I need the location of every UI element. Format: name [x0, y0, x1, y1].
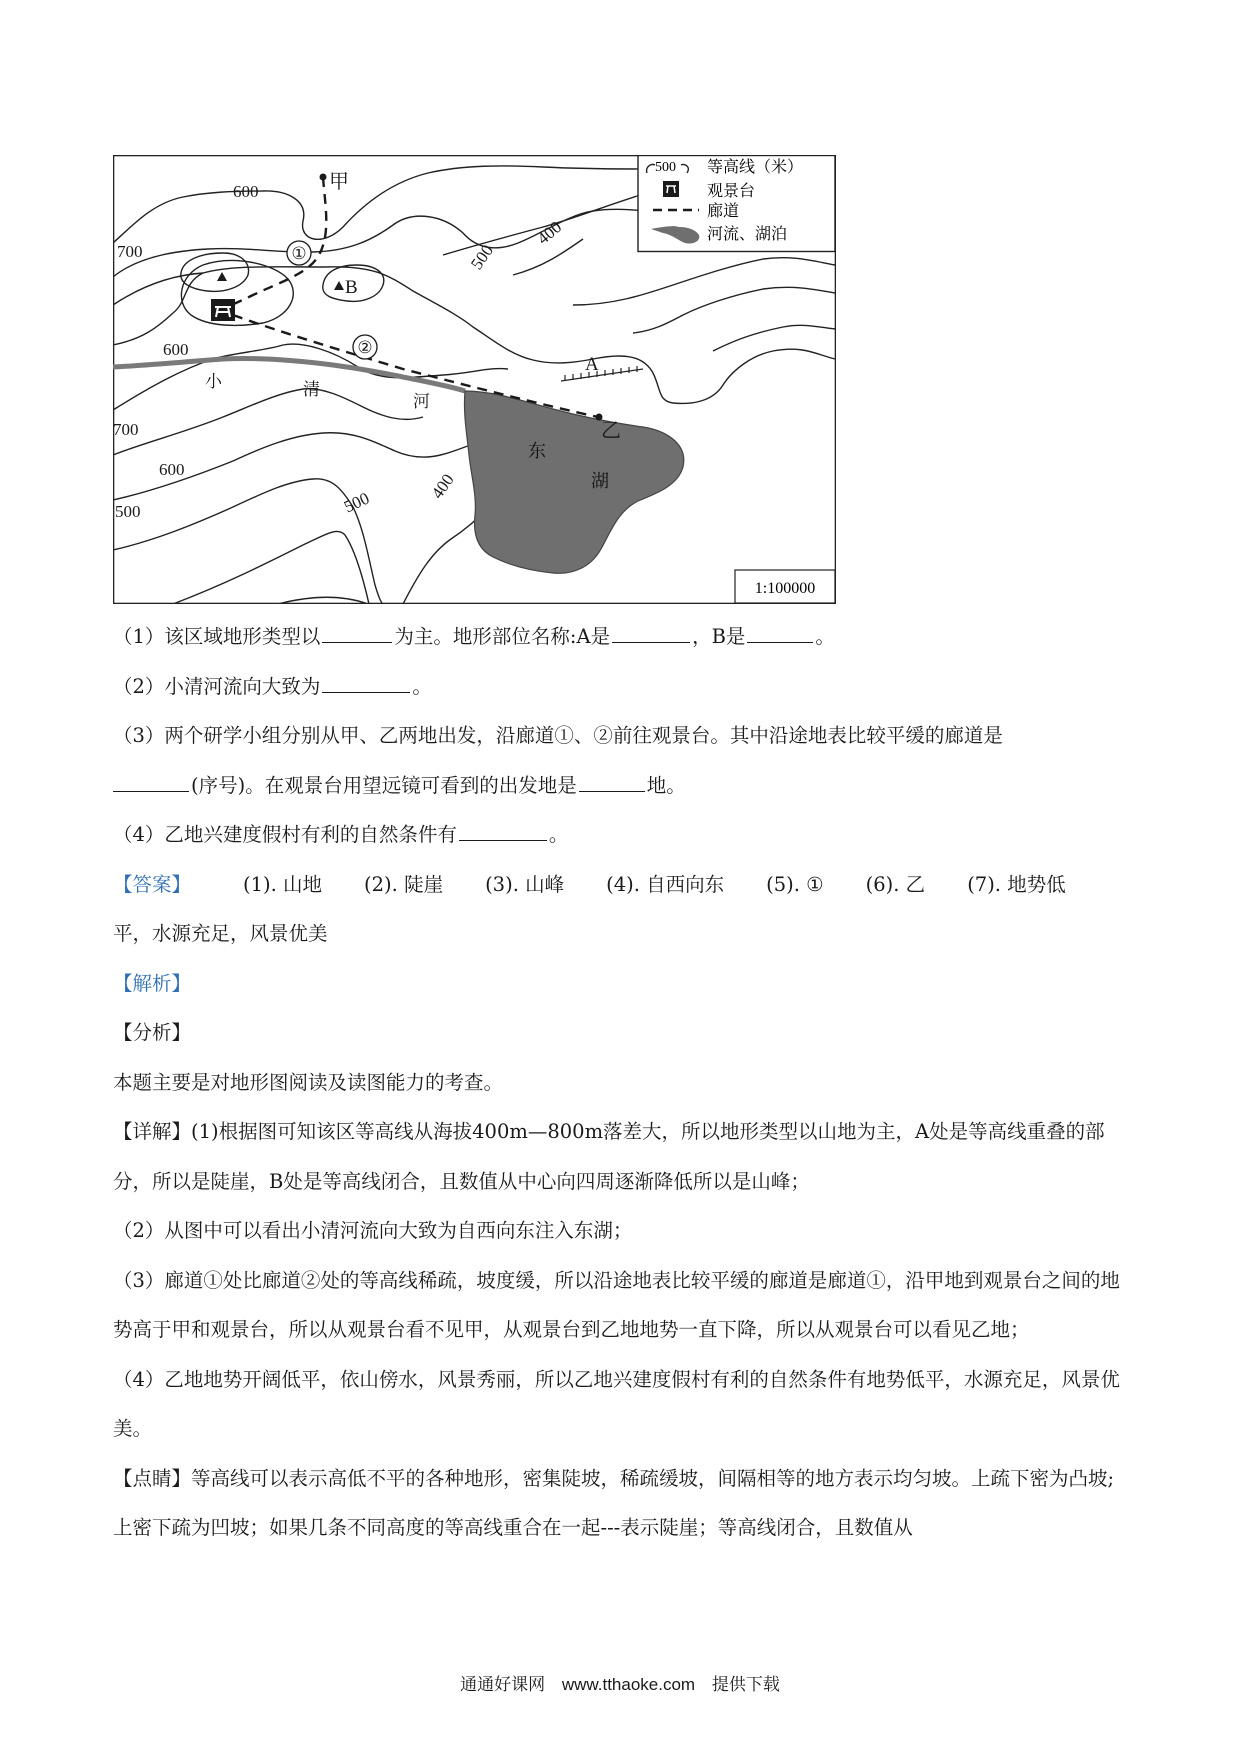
answer-tag: 【答案】: [113, 872, 192, 896]
question-4: [113, 810, 1133, 860]
q2-text-a: （2）小清河流向大致为: [113, 674, 321, 698]
label-b: B: [345, 277, 358, 298]
lake-char: 东: [528, 441, 546, 461]
q1-blank-3: [747, 622, 813, 643]
label-jia: 甲: [329, 171, 349, 193]
answer-item: (3). 山峰: [485, 872, 565, 896]
answer-item: (5). ①: [766, 872, 824, 896]
contour-map: [113, 155, 836, 604]
contour-label: 600: [163, 340, 189, 359]
detail-tag: 【详解】: [113, 1120, 192, 1143]
q3-text-c: 地。: [646, 773, 686, 797]
contour-label: 500: [115, 502, 141, 521]
footer-site: 通通好课网: [460, 1675, 546, 1694]
q1-text-c: ，B是: [692, 625, 746, 648]
answer-item: (4). 自西向东: [606, 872, 725, 896]
q1-blank-1: [322, 622, 392, 643]
fenxi-tag: 【分析】: [113, 1021, 192, 1044]
label-route2: ②: [357, 338, 373, 357]
point-jia: [320, 174, 327, 181]
question-content: [113, 612, 1133, 1553]
point-note: [113, 1454, 1133, 1553]
detail-4: （4）乙地地势开阔低平，依山傍水，风景秀丽，所以乙地兴建度假村有利的自然条件有地势低平，水源充足，风景优美。: [113, 1367, 1120, 1440]
question-2: [113, 662, 1133, 712]
contour-label: 400: [427, 470, 458, 503]
answer-continued: 平，水源充足，风景优美: [113, 922, 328, 945]
footer-url[interactable]: www.tthaoke.com: [561, 1675, 696, 1694]
legend-river-lake: 河流、湖泊: [707, 224, 788, 243]
analysis-intro: 本题主要是对地形图阅读及读图能力的考查。: [113, 1070, 504, 1094]
q4-text-a: （4）乙地兴建度假村有利的自然条件有: [113, 823, 457, 846]
answer-item: (2). 陡崖: [364, 872, 444, 896]
contour-label: 600: [159, 460, 185, 479]
q3-text-a: （3）两个研学小组分别从甲、乙两地出发，沿廊道①、②前往观景台。其中沿途地表比较平缓的廊道是: [113, 724, 1003, 747]
detail-3: （3）廊道①处比廊道②处的等高线稀疏，坡度缓，所以沿途地表比较平缓的廊道是廊道①，沿甲地到观景台之间的地势高于甲和观景台，所以从观景台看不见甲，从观景台到乙地地势一直下降，所以从观景台可以看见乙地；: [113, 1268, 1120, 1341]
legend-viewpoint-icon: [663, 181, 679, 197]
contour-label: 500: [341, 488, 373, 517]
detail-2: （2）从图中可以看出小清河流向大致为自西向东注入东湖；: [113, 1219, 633, 1242]
q2-blank: [322, 671, 410, 692]
q1-text-a: （1）该区域地形类型以: [113, 625, 321, 648]
label-yi: 乙: [601, 420, 621, 442]
q4-text-b: 。: [548, 823, 569, 846]
lake-char: 湖: [591, 471, 609, 491]
point-text: 等高线可以表示高低不平的各种地形，密集陡坡，稀疏缓坡，间隔相等的地方表示均匀坡。上疏下密为凸坡;上密下疏为凹坡；如果几条不同高度的等高线重合在一起---表示陡崖；等高线闭合，且数值从: [113, 1466, 1115, 1539]
q1-text-d: 。: [815, 625, 835, 648]
answer-item: (7). 地势低: [967, 872, 1066, 896]
label-route1: ①: [291, 244, 307, 263]
legend-contour-sample: 500: [655, 160, 676, 175]
legend-viewpoint: 观景台: [707, 181, 756, 200]
point-tag: 【点睛】: [113, 1466, 192, 1490]
map-scale: 1:100000: [754, 580, 816, 597]
river-char: 小: [205, 372, 222, 391]
contour-label: 600: [233, 182, 259, 201]
detail-1: [113, 1107, 1133, 1206]
map-legend: [638, 156, 835, 252]
q4-blank: [459, 820, 547, 841]
q3-blank-2: [579, 770, 645, 791]
contour-label: 500: [467, 241, 498, 274]
q3-text-b: (序号)。在观景台用望远镜可看到的出发地是: [191, 773, 577, 797]
q3-blank-1: [113, 770, 189, 791]
contour-map-svg: [113, 155, 836, 604]
river-char: 清: [303, 380, 320, 399]
label-a: A: [585, 354, 599, 375]
answer-item: (1). 山地: [243, 872, 323, 896]
river-char: 河: [413, 392, 430, 411]
answer-item: (6). 乙: [865, 872, 926, 896]
q2-text-b: 。: [412, 674, 432, 698]
q1-text-b: 为主。地形部位名称:A是: [394, 625, 611, 648]
footer-note: 提供下载: [711, 1675, 780, 1694]
legend-corridor: 廊道: [707, 201, 740, 220]
legend-contour: 等高线（米）: [707, 157, 804, 176]
contour-label: 700: [117, 242, 143, 261]
viewpoint-icon: [211, 299, 235, 321]
contour-label: 700: [113, 420, 139, 439]
analysis-tag: 【解析】: [113, 971, 192, 995]
answer-row: [113, 860, 1133, 910]
question-3: [113, 711, 1133, 810]
page-footer: [0, 1670, 1240, 1695]
contour-label: 400: [533, 217, 566, 249]
question-1: [113, 612, 1133, 662]
detail-1-text: (1)根据图可知该区等高线从海拔400m—800m落差大，所以地形类型以山地为主，A处是等高线重叠的部分，所以是陡崖，B处是等高线闭合，且数值从中心向四周逐渐降低所以是山峰；: [113, 1120, 1105, 1193]
q1-blank-2: [612, 622, 690, 643]
